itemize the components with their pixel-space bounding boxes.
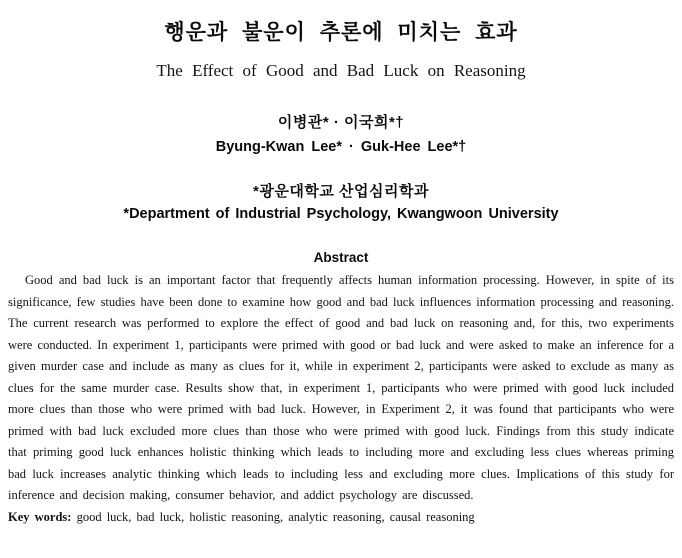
affiliation-english: *Department of Industrial Psychology, Kwangwoon University xyxy=(123,206,559,222)
keywords-line xyxy=(8,507,674,529)
affiliation-korean: *광운대학교 산업심리학과 xyxy=(253,183,429,200)
paper-title-korean: 행운과 불운이 추론에 미치는 효과 xyxy=(164,21,518,44)
paper-page xyxy=(0,16,682,558)
authors-english: Byung-Kwan Lee* · Guk-Hee Lee*† xyxy=(215,139,467,155)
paper-title-english: The Effect of Good and Bad Luck on Reasoning xyxy=(156,61,526,80)
keywords-text: good luck, bad luck, holistic reasoning, analytic reasoning, causal reasoning xyxy=(71,509,475,524)
abstract-heading: Abstract xyxy=(313,250,369,265)
authors-korean: 이병관* · 이국희*† xyxy=(277,114,405,131)
keywords-label: Key words: xyxy=(8,509,72,524)
abstract-body: Good and bad luck is an important factor that frequently affects human information processing. However, in spite of its significance, few studies have been done to examine how good and bad luck influences information processing and reasoning. The current research was performed to explore the effect of good and bad luck on reasoning and, for this, two experiments were conducted. In experiment 1, participants were primed with good or bad luck and were asked to make an inference for a given murder case and include as many as clues for it, while in experiment 2, participants were asked to exclude as many as clues for the same murder case. Results show that, in experiment 1, participants who were primed with good luck included more clues than those who were primed with bad luck. However, in Experiment 2, it was found that participants who were primed with bad luck excluded more clues than those who were primed with good luck. Findings from this study indicate that priming good luck enhances holistic thinking which leads to including more and excluding less clues whereas priming bad luck increases analytic thinking which leads to including less and excluding more clues. Implications of this study for inference and decision making, consumer behavior, and addict psychology are discussed. xyxy=(8,273,674,502)
